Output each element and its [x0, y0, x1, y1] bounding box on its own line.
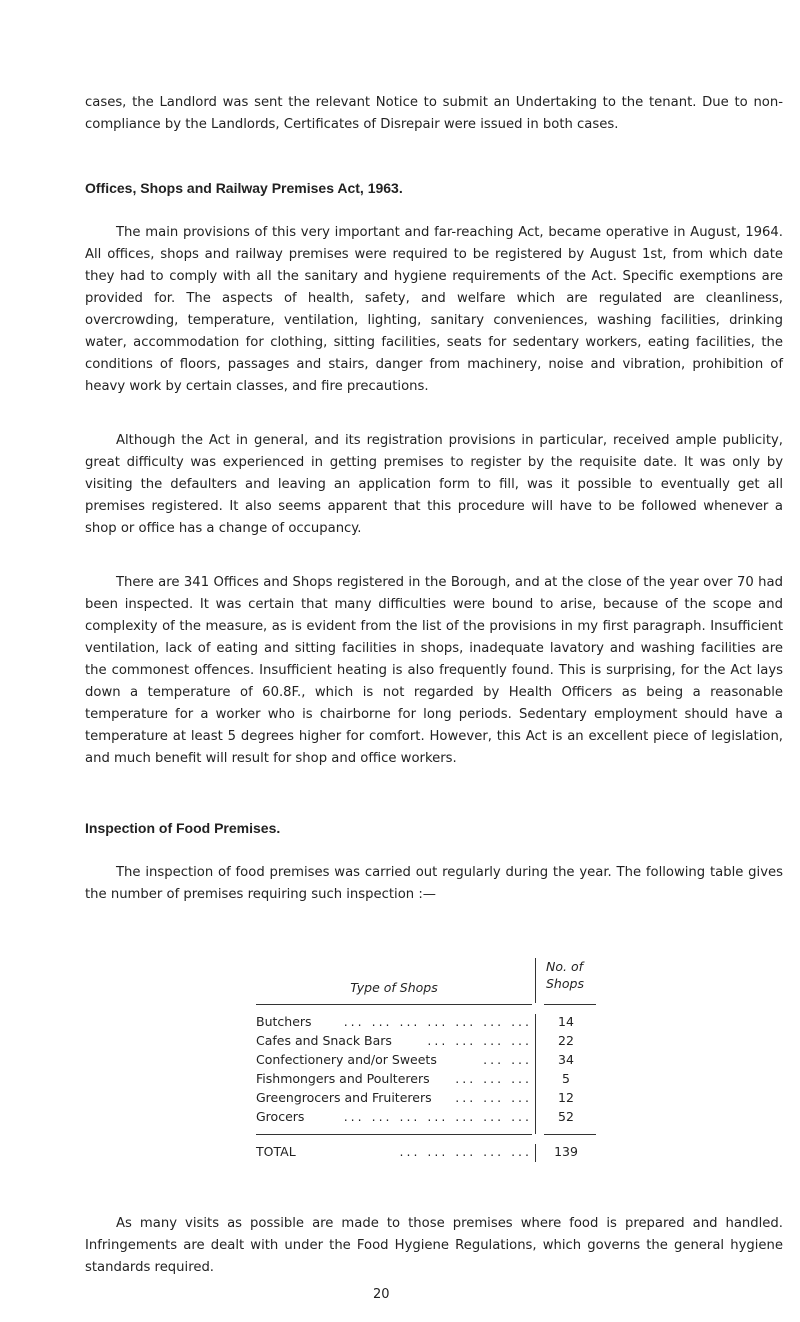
- row-count: 5: [562, 1071, 570, 1086]
- row-count: 22: [558, 1033, 574, 1048]
- row-type: Fishmongers and Poulterers: [256, 1071, 430, 1086]
- food-paragraph-1: The inspection of food premises was carried out regularly during the year. The following table gives the number of premises requiring such inspection :—: [85, 865, 783, 902]
- page-number: 20: [373, 1287, 390, 1302]
- row-dots: ... ... ... ...: [427, 1033, 532, 1048]
- table-divider-header: [535, 958, 536, 1003]
- offices-paragraph-3: There are 341 Offices and Shops registered in the Borough, and at the close of the year over 70 had been inspected. It was certain that many difficulties were bound to arise, because of the scope and complexity of the measure, as is evident from the list of the provisions in my first paragraph. Insufficient ventilation, lack of eating and sitting facilities in shops, inadequate lavatory and washing facilities are the commonest offences. Insufficient heating is also frequently found. This is surprising, for the Act lays down a temperature of 60.8F., which is not regarded by Health Officers as being a reasonable temperature for a worker who is chairborne for long periods. Sedentary employment should have a temperature at least 5 degrees higher for comfort. However, this Act is an excellent piece of legislation, and much benefit will result for shop and office workers.: [85, 575, 783, 766]
- row-type: Butchers: [256, 1014, 312, 1029]
- table-row: [256, 1090, 636, 1108]
- table-row: [256, 1052, 636, 1070]
- row-count: 14: [558, 1014, 574, 1029]
- row-dots: ... ... ...: [455, 1090, 532, 1105]
- table-row: [256, 1071, 636, 1089]
- offices-paragraph-1: The main provisions of this very important and far-reaching Act, became operative in August, 1964. All offices, shops and railway premises were required to be registered by August 1st, from which date they had to comply with all the sanitary and hygiene requirements of the Act. Specific exemptions are provided for. The aspects of health, safety, and welfare which are regulated are cleanliness, overcrowding, temperature, ventilation, lighting, sanitary conveniences, washing facilities, drinking water, accommodation for clothing, sitting facilities, seats for sedentary workers, eating facilities, the conditions of floors, passages and stairs, danger from machinery, noise and vibration, prohibition of heavy work by certain classes, and fire precautions.: [85, 225, 783, 394]
- table-divider-body: [535, 1014, 536, 1134]
- offices-paragraph-2: Although the Act in general, and its registration provisions in particular, received ample publicity, great difficulty was experienced in getting premises to register by the requisite date. It was only by visiting the defaulters and leaving an application form to fill, was it possible to eventually get all premises registered. It also seems apparent that this procedure will have to be followed whenever a shop or office has a change of occupancy.: [85, 433, 783, 536]
- intro-paragraph: cases, the Landlord was sent the relevant Notice to submit an Undertaking to the tenant. Due to non-compliance by the Landlords, Certificates of Disrepair were issued in both cases.: [85, 95, 783, 132]
- table-rule-left: [256, 1004, 532, 1005]
- food-paragraph-2: As many visits as possible are made to those premises where food is prepared and handled. Infringements are dealt with under the Food Hygiene Regulations, which governs the general hygiene standards required.: [85, 1216, 783, 1275]
- table-total-row: [256, 1144, 636, 1162]
- row-count: 34: [558, 1052, 574, 1067]
- row-type: Confectionery and/or Sweets: [256, 1052, 437, 1067]
- row-type: Grocers: [256, 1109, 305, 1124]
- table-total-rule-right: [544, 1134, 596, 1135]
- table-total-rule-left: [256, 1134, 532, 1135]
- total-dots: ... ... ... ... ...: [399, 1144, 532, 1159]
- table-row: [256, 1109, 636, 1127]
- total-label: TOTAL: [256, 1144, 296, 1159]
- row-dots: ... ...: [483, 1052, 532, 1067]
- row-count: 52: [558, 1109, 574, 1124]
- row-dots: ... ... ... ... ... ... ...: [343, 1109, 532, 1124]
- total-value: 139: [554, 1144, 578, 1159]
- table-header-count-line1: No. of: [546, 959, 583, 974]
- table-row: [256, 1033, 636, 1051]
- table-rule-right: [544, 1004, 596, 1005]
- offices-heading: Offices, Shops and Railway Premises Act, 1963.: [85, 180, 403, 196]
- table-divider-total: [535, 1144, 536, 1162]
- row-type: Cafes and Snack Bars: [256, 1033, 392, 1048]
- row-count: 12: [558, 1090, 574, 1105]
- food-heading: Inspection of Food Premises.: [85, 820, 281, 836]
- table-header-count: [546, 958, 616, 992]
- table-header-count-line2: Shops: [546, 976, 584, 991]
- row-dots: ... ... ... ... ... ... ...: [343, 1014, 532, 1029]
- table-header-type: Type of Shops: [350, 980, 438, 995]
- row-type: Greengrocers and Fruiterers: [256, 1090, 432, 1105]
- row-dots: ... ... ...: [455, 1071, 532, 1086]
- table-row: [256, 1014, 636, 1032]
